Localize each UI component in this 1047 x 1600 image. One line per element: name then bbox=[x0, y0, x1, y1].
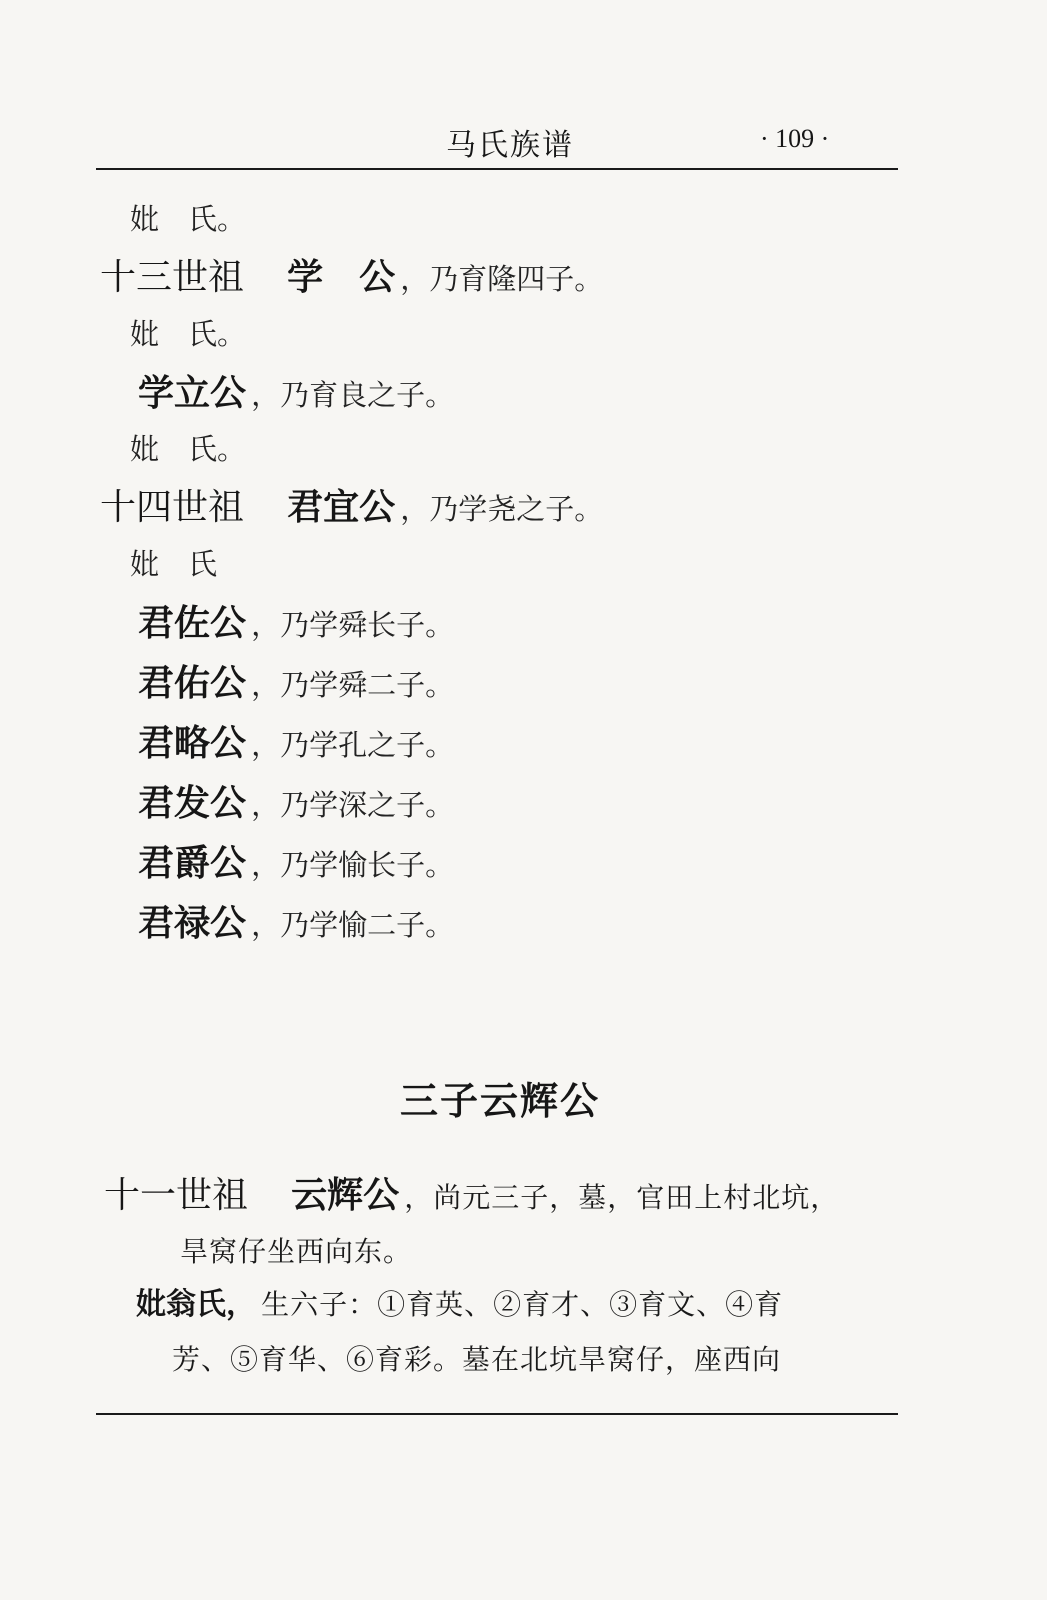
ancestor-description: ，乃学深之子。 bbox=[251, 788, 455, 822]
ancestor-description: ，乃学孔之子。 bbox=[251, 728, 455, 762]
ancestor-description: ，乃学愉长子。 bbox=[251, 848, 455, 882]
ancestor-description: ，乃育良之子。 bbox=[251, 378, 455, 412]
section-entry bbox=[104, 1175, 840, 1216]
ancestor-description: ，乃学尧之子。 bbox=[400, 492, 604, 526]
genealogy-entry bbox=[100, 487, 604, 528]
section-heading: 三子云辉公 bbox=[399, 1079, 600, 1123]
spouse-text: 妣 氏。 bbox=[130, 432, 247, 466]
ancestor-name: 君略公 bbox=[138, 723, 247, 764]
spouse-text: 妣 氏 bbox=[130, 547, 218, 581]
genealogy-entry bbox=[138, 723, 455, 764]
generation-label: 十三世祖 bbox=[100, 257, 245, 298]
page-number: · 109 · bbox=[760, 124, 830, 153]
spouse-line bbox=[130, 317, 247, 351]
spouse-line bbox=[130, 202, 247, 236]
genealogy-entry bbox=[138, 603, 455, 644]
ancestor-name: 君发公 bbox=[138, 783, 247, 824]
ancestor-name: 君爵公 bbox=[138, 843, 247, 884]
genealogy-entry bbox=[138, 843, 455, 884]
spouse-name: 妣翁氏， bbox=[136, 1287, 256, 1322]
ancestor-description: ，尚元三子，墓，官田上村北坑， bbox=[404, 1181, 840, 1214]
ancestor-name: 君佐公 bbox=[138, 603, 247, 644]
ancestor-description: ，乃学愉二子。 bbox=[251, 908, 455, 942]
running-header-title: 马氏族谱 bbox=[446, 128, 574, 163]
genealogy-entry bbox=[138, 373, 455, 414]
genealogy-entry bbox=[138, 783, 455, 824]
generation-label: 十一世祖 bbox=[104, 1175, 249, 1216]
genealogy-entry bbox=[100, 257, 604, 298]
ancestor-description: ，乃学舜二子。 bbox=[251, 668, 455, 702]
genealogy-entry bbox=[138, 903, 455, 944]
spouse-entry bbox=[136, 1287, 784, 1322]
spouse-description-continuation: 芳、⑤育华、⑥育彩。墓在北坑旱窝仔，座西向 bbox=[172, 1343, 782, 1376]
ancestor-name: 学立公 bbox=[138, 373, 247, 414]
spouse-description: 生六子：①育英、②育才、③育文、④育 bbox=[261, 1288, 784, 1321]
ancestor-name: 云辉公 bbox=[291, 1175, 400, 1216]
ancestor-name: 君宜公 bbox=[287, 487, 396, 528]
ancestor-description: ，乃育隆四子。 bbox=[400, 262, 604, 296]
spouse-text: 妣 氏。 bbox=[130, 202, 247, 236]
spouse-text: 妣 氏。 bbox=[130, 317, 247, 351]
ancestor-name: 学 公 bbox=[287, 257, 396, 298]
ancestor-name: 君禄公 bbox=[138, 903, 247, 944]
footer-rule bbox=[96, 1413, 898, 1415]
generation-label: 十四世祖 bbox=[100, 487, 245, 528]
genealogy-entry bbox=[138, 663, 455, 704]
ancestor-name: 君佑公 bbox=[138, 663, 247, 704]
spouse-line bbox=[130, 432, 247, 466]
ancestor-description: ，乃学舜长子。 bbox=[251, 608, 455, 642]
description-continuation: 旱窝仔坐西向东。 bbox=[180, 1235, 413, 1268]
header-rule bbox=[96, 168, 898, 170]
spouse-line bbox=[130, 547, 218, 581]
